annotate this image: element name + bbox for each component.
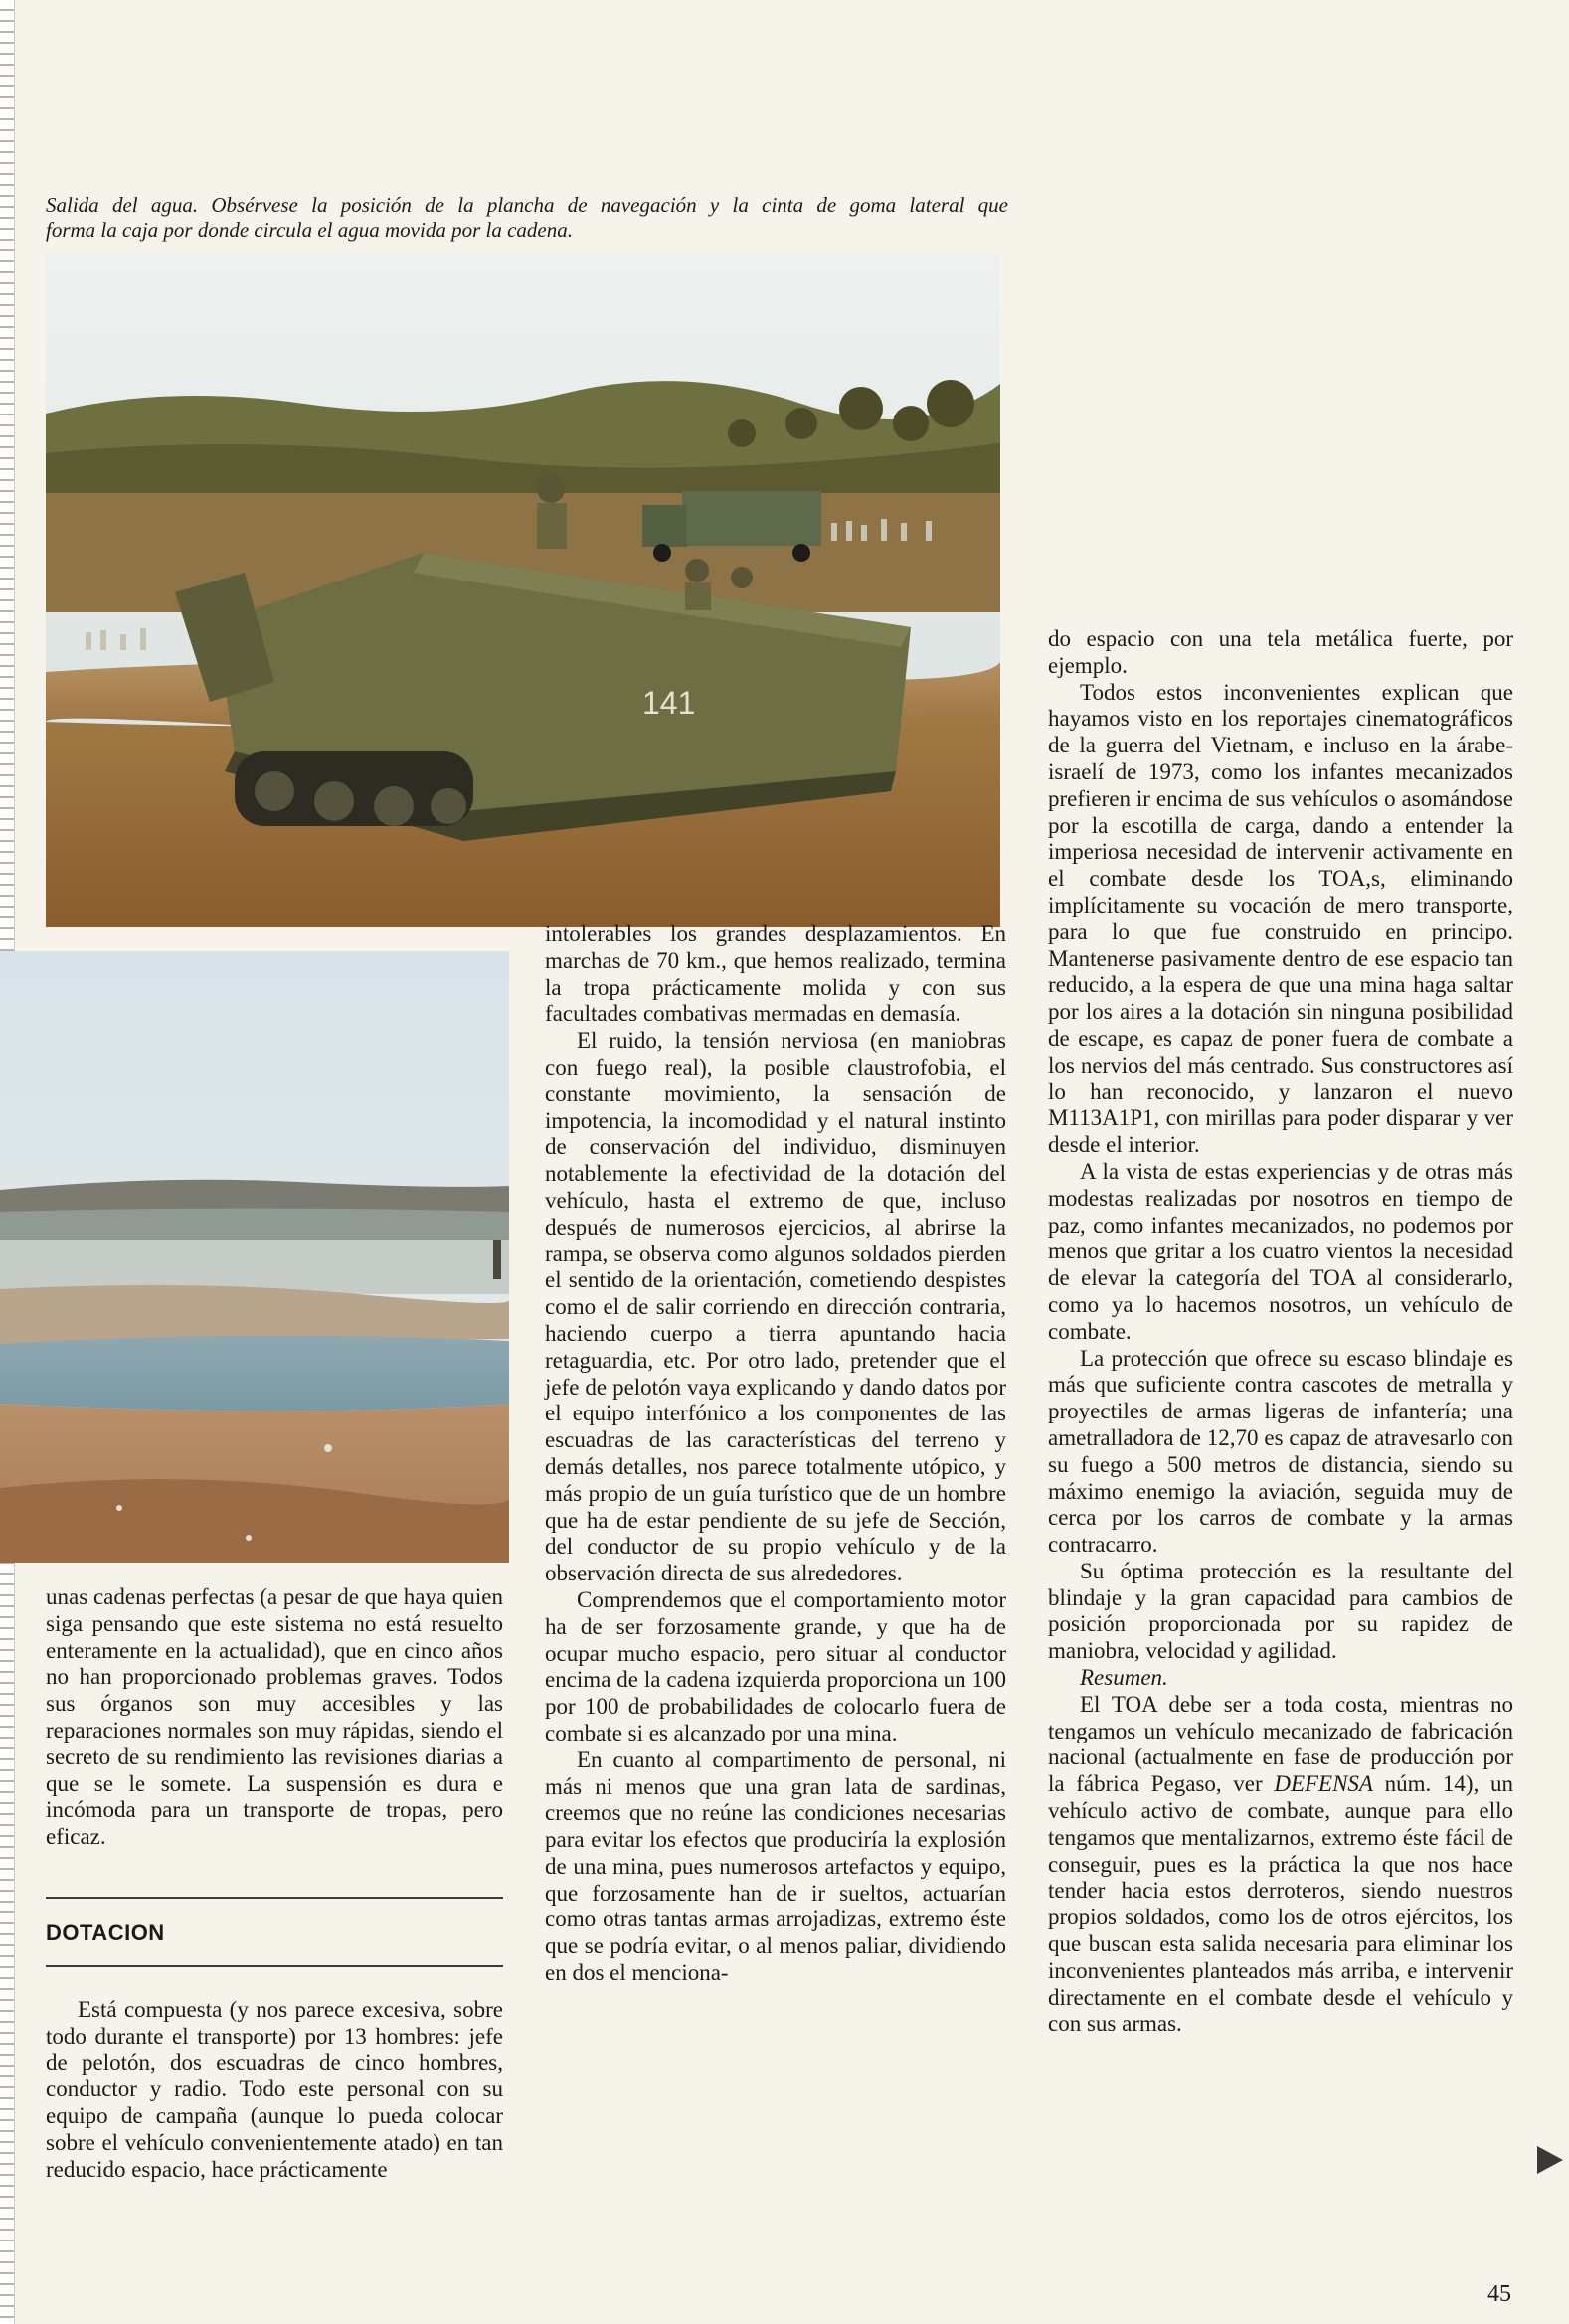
right-paragraph-6 [1048, 1692, 1513, 2038]
caption-line-1: Salida del agua. Obsérvese la posición de la plancha de navegación y la cinta de goma lateral que [46, 193, 1008, 217]
left-column [46, 1584, 503, 2183]
next-page-arrow-icon [1537, 2146, 1563, 2174]
apc-photo-illustration [46, 254, 1000, 927]
paragraph-6-end: núm. 14), un vehículo activo de combate, aunque para ello tengamos que mentalizarnos, extremo éste fácil de conseguir, pues es la práctica la que nos hace tender hacia estos derroteros, siendo nuestros propios soldados, como los de otros ejércitos, los que buscan esta salida necesaria para eliminar los inconvenientes planteados más arriba, e intervenir directamente en el combate desde el vehículo y con sus armas. [1048, 1771, 1513, 2037]
section-rule-bottom [46, 1965, 503, 1967]
vehicle-number: 141 [642, 685, 696, 721]
middle-paragraph-2: El ruido, la tensión nerviosa (en maniobras con fuego real), la posible claustrofobia, el constante movimiento, la sensación de impotencia, la incomodidad y el natural instinto de conservación del individuo, disminuyen notablemente la efectividad de la dotación del vehículo, hasta el extremo de que, incluso después de numerosos ejercicios, al abrirse la rampa, se observa como algunos soldados pierden el sentido de la orientación, cometiendo despistes como el de salir corriendo en dirección contraria, haciendo cuerpo a tierra apuntando hacia retaguardia, etc. Por otro lado, pretender que el jefe de pelotón vaya explicando y dando datos por el equipo interfónico a los componentes de las escuadras de las características del terreno y demás detalles, nos parece totalmente utópico, y más propio de un guía turístico que de un hombre que ha de estar pendiente de su jefe de Sección, del conductor de su propio vehículo y de la observación directa de sus alrededores. [545, 1028, 1006, 1586]
apc-river-exit-photo [46, 254, 1000, 927]
photo-caption [46, 193, 1008, 243]
right-paragraph-5: Su óptima protección es la resultante del blindaje y la gran capacidad para cambios de posición proporcionada por su rapidez de maniobra, velocidad y agilidad. [1048, 1558, 1513, 1664]
paragraph-6-start: El TOA debe ser a toda costa, mientras no tengamos un vehículo mecanizado de fabricación nacional (actualmente en fase de producción por la fábrica Pegaso, ver [1048, 1691, 1513, 1797]
middle-column [545, 921, 1006, 1987]
lake-landscape-photo [0, 951, 509, 1563]
page-number: 45 [1487, 2281, 1511, 2307]
right-paragraph-4: La protección que ofrece su escaso blindaje es más que suficiente contra cascotes de metralla y proyectiles de armas ligeras de infantería; una ametralladora de 12,70 es capaz de atravesarlo con su fuego a 500 metros de distancia, siendo su máximo enemigo la aviación, seguida muy de cerca por los carros de combate y la armas contracarro. [1048, 1345, 1513, 1558]
summary-heading: Resumen. [1080, 1665, 1168, 1691]
right-paragraph-1: do espacio con una tela metálica fuerte, por ejemplo. [1048, 626, 1513, 678]
section-heading-dotacion: DOTACION [46, 1919, 165, 1945]
middle-paragraph-3: Comprendemos que el comportamiento motor ha de ser forzosamente grande, y que ha de ocupar mucho espacio, pero situar al conductor encima de la cadena izquierda proporciona un 100 por 100 de probabilidades de colocarlo fuera de combate si es alcanzado por una mina. [545, 1586, 1006, 1745]
defensa-magazine-title: DEFENSA [1274, 1771, 1373, 1797]
caption-line-2: forma la caja por donde circula el agua movida por la cadena. [46, 218, 573, 242]
left-paragraph-2: Está compuesta (y nos parece excesiva, sobre todo durante el transporte) por 13 hombres: jefe de pelotón, dos escuadras de cinco hombres, conductor y radio. Todo este personal con su equipo de campaña (aunque lo pueda colocar sobre el vehículo convenientemente atado) en tan reducido espacio, hace prácticamente [46, 1996, 503, 2182]
middle-paragraph-1: intolerables los grandes desplazamientos. En marchas de 70 km., que hemos realizado, termina la tropa prácticamente molida y con sus facultades combativas mermadas en demasía. [545, 921, 1006, 1027]
section-rule-top [46, 1897, 503, 1899]
right-paragraph-3: A la vista de estas experiencias y de otras más modestas realizadas por nosotros en tiempo de paz, como infantes mecanizados, no podemos por menos que gritar a los cuatro vientos la necesidad de elevar la categoría del TOA al considerarlo, como ya lo hacemos nosotros, un vehículo de combate. [1048, 1158, 1513, 1344]
right-paragraph-2: Todos estos inconvenientes explican que hayamos visto en los reportajes cinematográficos de la guerra del Vietnam, e incluso en la árabe-israelí de 1973, como los infantes mecanizados prefieren ir encima de sus vehículos o asomándose por la escotilla de carga, dando a entender la imperiosa necesidad de intervenir activamente en el combate desde los TOA,s, eliminando implícitamente su vocación de mero transporte, para lo que fue construido en principo. Mantenerse pasivamente dentro de ese espacio tan reducido, a la espera de que una mina haga saltar por los aires a la dotación sin ninguna posibilidad de escape, es capaz de poner fuera de combate a los nervios del más centrado. Sus constructores así lo han reconocido, y lanzaron el nuevo M113A1P1, con mirillas para poder disparar y ver desde el interior. [1048, 679, 1513, 1158]
middle-paragraph-4: En cuanto al compartimento de personal, ni más ni menos que una gran lata de sardinas, creemos que no reúne las condiciones necesarias para evitar los efectos que produciría la explosión de una mina, pues numerosos artefactos y equipo, que forzosamente han de ir sueltos, actuarían como otras tantas armas arrojadizas, extremo éste que se podría evitar, o al menos paliar, dividiendo en dos el menciona- [545, 1746, 1006, 1986]
right-column [1048, 626, 1513, 2038]
left-paragraph-1: unas cadenas perfectas (a pesar de que haya quien siga pensando que este sistema no está resuelto enteramente en la actualidad), que en cinco años no han proporcionado problemas graves. Todos sus órganos son muy accesibles y las reparaciones normales son muy rápidas, siendo el secreto de su rendimiento las revisiones diarias a que se le somete. La suspensión es dura e incómoda para un transporte de tropas, pero eficaz. [46, 1584, 503, 1850]
lake-photo-illustration [0, 951, 509, 1563]
